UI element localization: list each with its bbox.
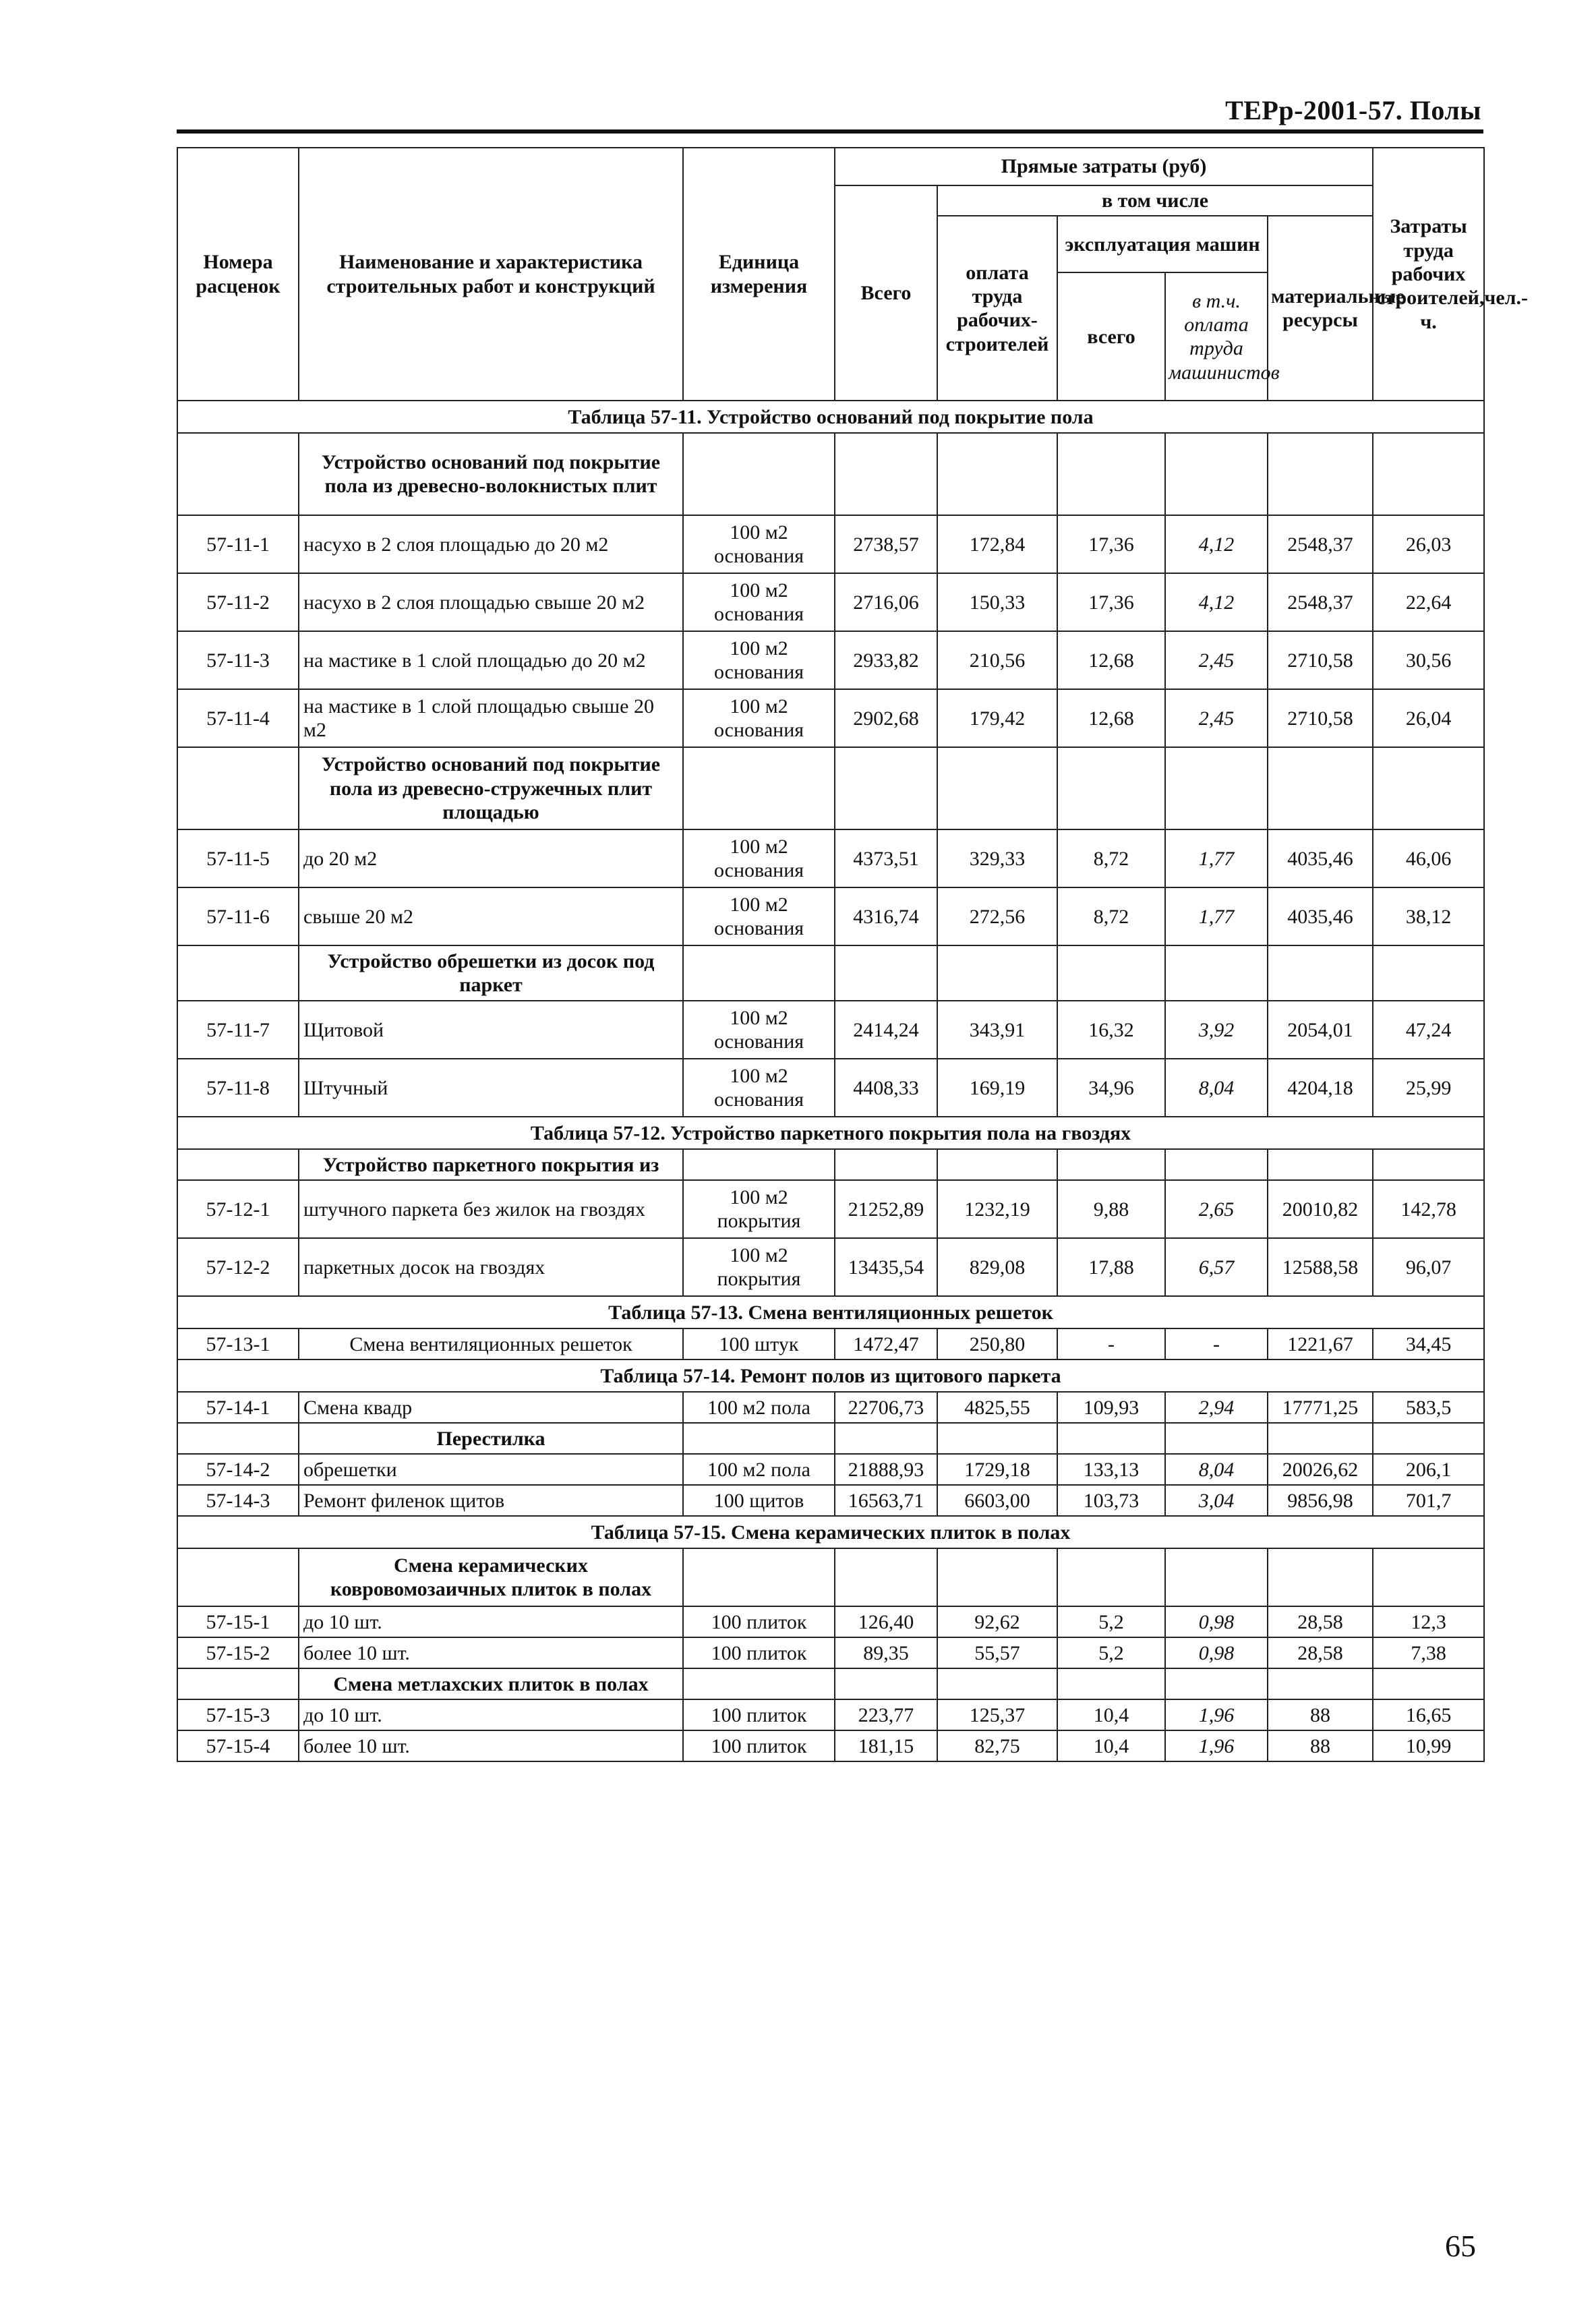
table-header <box>177 148 1528 401</box>
header-labor: Затраты труда рабочих строителей,чел.-ч. <box>1373 148 1484 401</box>
cell-name: до 10 шт. <box>299 1606 683 1637</box>
cell-machinists: 4,12 <box>1165 515 1268 573</box>
cell-machinists: 6,57 <box>1165 1238 1268 1296</box>
cell-wages: 179,42 <box>937 689 1057 747</box>
cell-unit: 100 плиток <box>683 1730 835 1761</box>
group-row <box>177 1423 1484 1454</box>
group-row <box>177 1548 1484 1606</box>
cell-labor: 30,56 <box>1373 631 1484 689</box>
cell-unit: 100 плиток <box>683 1606 835 1637</box>
cell-machinists: 3,04 <box>1165 1485 1268 1516</box>
cell-name: паркетных досок на гвоздях <box>299 1238 683 1296</box>
cell-machinists: 0,98 <box>1165 1637 1268 1668</box>
cell-machines: 10,4 <box>1057 1699 1165 1730</box>
section-title: Таблица 57-11. Устройство оснований под покрытие пола <box>177 401 1484 433</box>
table-row <box>177 573 1484 631</box>
cell-unit: 100 м2 основания <box>683 631 835 689</box>
cell-wages: 250,80 <box>937 1328 1057 1359</box>
cell-code: 57-15-4 <box>177 1730 299 1761</box>
cell-wages: 343,91 <box>937 1001 1057 1059</box>
group-row <box>177 433 1484 515</box>
cell-name: Смена квадр <box>299 1392 683 1423</box>
cell-unit: 100 м2 основания <box>683 1001 835 1059</box>
cell-code: 57-11-8 <box>177 1059 299 1117</box>
cell-code: 57-11-5 <box>177 829 299 887</box>
cell-machines: 10,4 <box>1057 1730 1165 1761</box>
cell-name: на мастике в 1 слой площадью свыше 20 м2 <box>299 689 683 747</box>
cell-materials: 28,58 <box>1268 1606 1373 1637</box>
cell-code: 57-15-1 <box>177 1606 299 1637</box>
cell-name: насухо в 2 слоя площадью свыше 20 м2 <box>299 573 683 631</box>
cell-labor: 38,12 <box>1373 887 1484 945</box>
cell-materials: 4204,18 <box>1268 1059 1373 1117</box>
cell-materials: 20026,62 <box>1268 1454 1373 1485</box>
cell-code: 57-14-3 <box>177 1485 299 1516</box>
cell-unit: 100 м2 пола <box>683 1392 835 1423</box>
cell-wages: 272,56 <box>937 887 1057 945</box>
section-title: Таблица 57-14. Ремонт полов из щитового паркета <box>177 1359 1484 1392</box>
cell-machines: 109,93 <box>1057 1392 1165 1423</box>
cell-name: более 10 шт. <box>299 1730 683 1761</box>
cell-machinists: 2,45 <box>1165 689 1268 747</box>
cell-unit: 100 м2 покрытия <box>683 1238 835 1296</box>
cell-labor: 22,64 <box>1373 573 1484 631</box>
cell-code: 57-11-7 <box>177 1001 299 1059</box>
table-row <box>177 1392 1484 1423</box>
cell-labor: 34,45 <box>1373 1328 1484 1359</box>
header-machines: эксплуатация машин <box>1057 216 1268 272</box>
cell-machinists: 4,12 <box>1165 573 1268 631</box>
cell-wages: 150,33 <box>937 573 1057 631</box>
cell-machines: 9,88 <box>1057 1180 1165 1238</box>
cell-wages: 6603,00 <box>937 1485 1057 1516</box>
group-row <box>177 1149 1484 1180</box>
table-row <box>177 1699 1484 1730</box>
cell-total: 4373,51 <box>835 829 937 887</box>
cell-labor: 26,04 <box>1373 689 1484 747</box>
cell-unit: 100 плиток <box>683 1699 835 1730</box>
group-title: Смена метлахских плиток в полах <box>299 1668 683 1699</box>
cell-wages: 1729,18 <box>937 1454 1057 1485</box>
cell-machinists: 1,96 <box>1165 1730 1268 1761</box>
table-row <box>177 515 1484 573</box>
section-title: Таблица 57-13. Смена вентиляционных решеток <box>177 1296 1484 1328</box>
cell-machinists: 2,94 <box>1165 1392 1268 1423</box>
cell-wages: 172,84 <box>937 515 1057 573</box>
section-title-row <box>177 1516 1484 1548</box>
cell-machines: 5,2 <box>1057 1606 1165 1637</box>
cell-machinists: 1,96 <box>1165 1699 1268 1730</box>
cell-total: 13435,54 <box>835 1238 937 1296</box>
cell-name: штучного паркета без жилок на гвоздях <box>299 1180 683 1238</box>
table-row <box>177 1606 1484 1637</box>
cell-materials: 2710,58 <box>1268 689 1373 747</box>
cell-total: 21888,93 <box>835 1454 937 1485</box>
group-title: Смена керамических ковровомозаичных плиток в полах <box>299 1548 683 1606</box>
cell-unit: 100 м2 основания <box>683 829 835 887</box>
header-unit: Единица измерения <box>683 148 835 401</box>
cell-code: 57-15-2 <box>177 1637 299 1668</box>
cell-unit: 100 м2 основания <box>683 515 835 573</box>
cell-machines: 133,13 <box>1057 1454 1165 1485</box>
table-row <box>177 1059 1484 1117</box>
group-title: Устройство обрешетки из досок под паркет <box>299 945 683 1001</box>
cell-unit: 100 плиток <box>683 1637 835 1668</box>
cell-total: 126,40 <box>835 1606 937 1637</box>
cell-machines: 34,96 <box>1057 1059 1165 1117</box>
cell-name: на мастике в 1 слой площадью до 20 м2 <box>299 631 683 689</box>
cell-wages: 210,56 <box>937 631 1057 689</box>
cell-code: 57-13-1 <box>177 1328 299 1359</box>
cell-labor: 142,78 <box>1373 1180 1484 1238</box>
cell-labor: 7,38 <box>1373 1637 1484 1668</box>
table-row <box>177 689 1484 747</box>
rates-table <box>177 147 1528 1762</box>
cell-machinists: 1,77 <box>1165 829 1268 887</box>
group-row <box>177 945 1484 1001</box>
header-machines-total: всего <box>1057 272 1165 401</box>
table-row <box>177 1730 1484 1761</box>
cell-code: 57-14-2 <box>177 1454 299 1485</box>
cell-unit: 100 м2 пола <box>683 1454 835 1485</box>
cell-code: 57-15-3 <box>177 1699 299 1730</box>
group-title: Перестилка <box>299 1423 683 1454</box>
cell-machines: 17,36 <box>1057 515 1165 573</box>
cell-materials: 2548,37 <box>1268 515 1373 573</box>
cell-total: 21252,89 <box>835 1180 937 1238</box>
group-row <box>177 1668 1484 1699</box>
cell-name: Щитовой <box>299 1001 683 1059</box>
cell-machines: 12,68 <box>1057 689 1165 747</box>
section-title: Таблица 57-15. Смена керамических плиток в полах <box>177 1516 1484 1548</box>
cell-materials: 20010,82 <box>1268 1180 1373 1238</box>
cell-code: 57-11-1 <box>177 515 299 573</box>
cell-machinists: - <box>1165 1328 1268 1359</box>
cell-unit: 100 щитов <box>683 1485 835 1516</box>
cell-machines: 17,88 <box>1057 1238 1165 1296</box>
cell-wages: 329,33 <box>937 829 1057 887</box>
cell-machines: 12,68 <box>1057 631 1165 689</box>
page-number: 65 <box>1445 2229 1476 2263</box>
cell-total: 2738,57 <box>835 515 937 573</box>
cell-labor: 583,5 <box>1373 1392 1484 1423</box>
cell-labor: 10,99 <box>1373 1730 1484 1761</box>
cell-name: до 20 м2 <box>299 829 683 887</box>
cell-name: Штучный <box>299 1059 683 1117</box>
group-title: Устройство оснований под покрытие пола из древесно-волокнистых плит <box>299 433 683 515</box>
table-row <box>177 631 1484 689</box>
cell-labor: 206,1 <box>1373 1454 1484 1485</box>
section-title-row <box>177 1296 1484 1328</box>
cell-materials: 17771,25 <box>1268 1392 1373 1423</box>
group-row <box>177 747 1484 829</box>
header-name: Наименование и характеристика строительных работ и конструкций <box>299 148 683 401</box>
rates-table-wrap <box>177 147 1528 1762</box>
table-row <box>177 1454 1484 1485</box>
cell-labor: 26,03 <box>1373 515 1484 573</box>
header-direct-costs: Прямые затраты (руб) <box>835 148 1373 185</box>
cell-unit: 100 штук <box>683 1328 835 1359</box>
cell-code: 57-12-1 <box>177 1180 299 1238</box>
cell-machinists: 8,04 <box>1165 1454 1268 1485</box>
cell-machinists: 8,04 <box>1165 1059 1268 1117</box>
cell-total: 22706,73 <box>835 1392 937 1423</box>
cell-total: 2902,68 <box>835 689 937 747</box>
section-title-row <box>177 1359 1484 1392</box>
cell-name: Смена вентиляционных решеток <box>299 1328 683 1359</box>
header-machinists-wages: в т.ч. оплата труда машинистов <box>1165 272 1268 401</box>
cell-materials: 12588,58 <box>1268 1238 1373 1296</box>
cell-total: 2933,82 <box>835 631 937 689</box>
cell-labor: 16,65 <box>1373 1699 1484 1730</box>
cell-machines: 16,32 <box>1057 1001 1165 1059</box>
cell-wages: 82,75 <box>937 1730 1057 1761</box>
cell-machines: 103,73 <box>1057 1485 1165 1516</box>
table-row <box>177 887 1484 945</box>
cell-name: более 10 шт. <box>299 1637 683 1668</box>
cell-total: 223,77 <box>835 1699 937 1730</box>
cell-wages: 55,57 <box>937 1637 1057 1668</box>
cell-machines: - <box>1057 1328 1165 1359</box>
group-title: Устройство оснований под покрытие пола из древесно-стружечных плит площадью <box>299 747 683 829</box>
cell-wages: 169,19 <box>937 1059 1057 1117</box>
header-rule <box>177 129 1483 134</box>
page-header: ТЕРр-2001-57. Полы <box>1225 95 1481 125</box>
section-title: Таблица 57-12. Устройство паркетного покрытия пола на гвоздях <box>177 1117 1484 1149</box>
cell-machinists: 1,77 <box>1165 887 1268 945</box>
cell-total: 89,35 <box>835 1637 937 1668</box>
cell-materials: 4035,46 <box>1268 887 1373 945</box>
cell-machinists: 0,98 <box>1165 1606 1268 1637</box>
cell-total: 181,15 <box>835 1730 937 1761</box>
cell-unit: 100 м2 основания <box>683 1059 835 1117</box>
cell-labor: 47,24 <box>1373 1001 1484 1059</box>
cell-wages: 829,08 <box>937 1238 1057 1296</box>
table-row <box>177 1180 1484 1238</box>
group-title: Устройство паркетного покрытия из <box>299 1149 683 1180</box>
table-row <box>177 1238 1484 1296</box>
table-row <box>177 1001 1484 1059</box>
cell-unit: 100 м2 покрытия <box>683 1180 835 1238</box>
cell-wages: 1232,19 <box>937 1180 1057 1238</box>
cell-labor: 701,7 <box>1373 1485 1484 1516</box>
cell-materials: 2548,37 <box>1268 573 1373 631</box>
table-row <box>177 1485 1484 1516</box>
cell-total: 2716,06 <box>835 573 937 631</box>
cell-machines: 17,36 <box>1057 573 1165 631</box>
cell-materials: 28,58 <box>1268 1637 1373 1668</box>
header-code: Номера расценок <box>177 148 299 401</box>
cell-wages: 92,62 <box>937 1606 1057 1637</box>
header-total: Всего <box>835 185 937 401</box>
header-wages: оплата труда рабочих-строителей <box>937 216 1057 401</box>
cell-materials: 1221,67 <box>1268 1328 1373 1359</box>
cell-materials: 88 <box>1268 1730 1373 1761</box>
cell-machinists: 3,92 <box>1165 1001 1268 1059</box>
cell-code: 57-11-2 <box>177 573 299 631</box>
cell-name: свыше 20 м2 <box>299 887 683 945</box>
cell-materials: 9856,98 <box>1268 1485 1373 1516</box>
cell-labor: 46,06 <box>1373 829 1484 887</box>
cell-name: до 10 шт. <box>299 1699 683 1730</box>
cell-code: 57-11-4 <box>177 689 299 747</box>
cell-code: 57-14-1 <box>177 1392 299 1423</box>
cell-materials: 4035,46 <box>1268 829 1373 887</box>
table-row <box>177 1637 1484 1668</box>
cell-materials: 2710,58 <box>1268 631 1373 689</box>
cell-machines: 5,2 <box>1057 1637 1165 1668</box>
cell-unit: 100 м2 основания <box>683 887 835 945</box>
table-row <box>177 1328 1484 1359</box>
cell-total: 4316,74 <box>835 887 937 945</box>
header-materials: материальные ресурсы <box>1268 216 1373 401</box>
cell-materials: 88 <box>1268 1699 1373 1730</box>
cell-unit: 100 м2 основания <box>683 689 835 747</box>
cell-code: 57-11-3 <box>177 631 299 689</box>
cell-machinists: 2,45 <box>1165 631 1268 689</box>
cell-name: Ремонт филенок щитов <box>299 1485 683 1516</box>
cell-wages: 4825,55 <box>937 1392 1057 1423</box>
table-row <box>177 829 1484 887</box>
section-title-row <box>177 1117 1484 1149</box>
cell-total: 2414,24 <box>835 1001 937 1059</box>
cell-total: 4408,33 <box>835 1059 937 1117</box>
cell-code: 57-12-2 <box>177 1238 299 1296</box>
cell-total: 1472,47 <box>835 1328 937 1359</box>
header-including: в том числе <box>937 185 1373 216</box>
cell-labor: 12,3 <box>1373 1606 1484 1637</box>
section-title-row <box>177 401 1484 433</box>
cell-name: насухо в 2 слоя площадью до 20 м2 <box>299 515 683 573</box>
cell-unit: 100 м2 основания <box>683 573 835 631</box>
cell-labor: 96,07 <box>1373 1238 1484 1296</box>
cell-machines: 8,72 <box>1057 887 1165 945</box>
cell-materials: 2054,01 <box>1268 1001 1373 1059</box>
cell-total: 16563,71 <box>835 1485 937 1516</box>
cell-name: обрешетки <box>299 1454 683 1485</box>
cell-labor: 25,99 <box>1373 1059 1484 1117</box>
cell-wages: 125,37 <box>937 1699 1057 1730</box>
cell-machines: 8,72 <box>1057 829 1165 887</box>
cell-code: 57-11-6 <box>177 887 299 945</box>
cell-machinists: 2,65 <box>1165 1180 1268 1238</box>
